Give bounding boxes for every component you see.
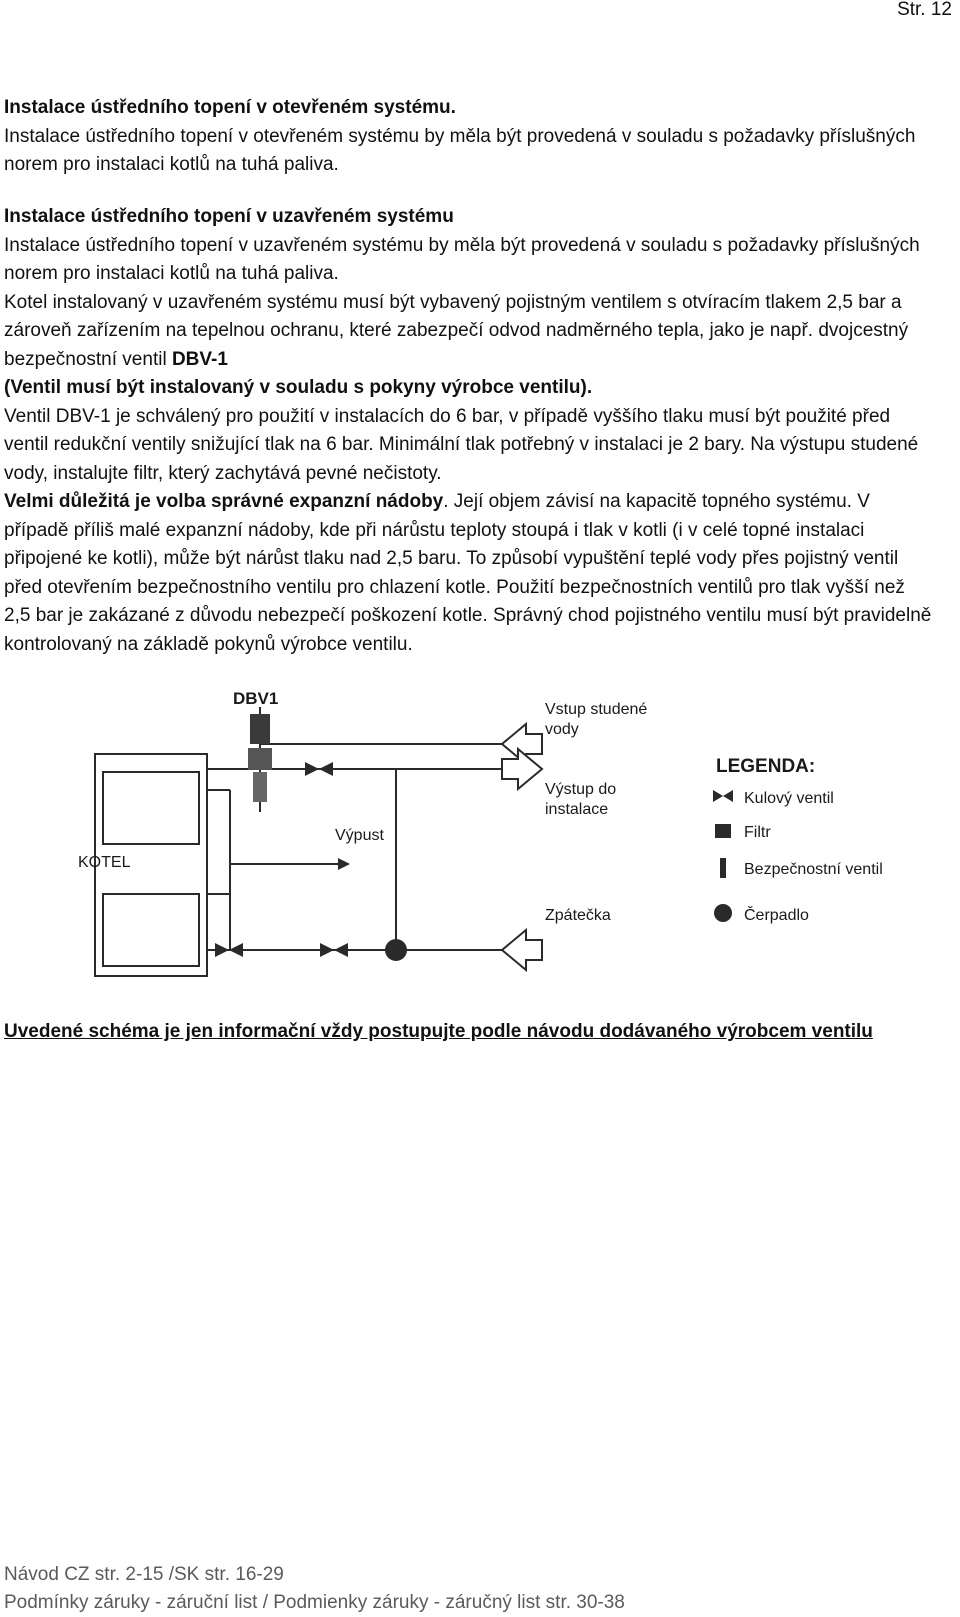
page-number: Str. 12 [897,0,952,20]
ball-valve-icon [305,762,319,776]
section-text: Instalace ústředního topení v otevřeném systému by měla být provedená v souladu s požadavky příslušných norem pro instalaci kotlů na tuhá paliva. [4,125,916,175]
section-text: Instalace ústředního topení v uzavřeném systému by měla být provedená v souladu s požadavky příslušných norem pro instalaci kotlů na tuhá paliva. [4,234,920,284]
diagram-disclaimer: Uvedené schéma je jen informační vždy postupujte podle návodu dodávaného výrobcem ventilu [4,1021,873,1042]
outlet-label: instalace [545,801,609,818]
legend-filter: Filtr [744,824,771,841]
legend-pump: Čerpadlo [744,907,809,924]
outlet-label: Výstup do [545,781,617,798]
section-title: Instalace ústředního topení v otevřeném systému. [4,97,456,118]
footer-line: Podmínky záruky - záruční list / Podmienky záruky - záručný list str. 30-38 [4,1592,625,1613]
section-title: Instalace ústředního topení v uzavřeném systému [4,206,454,227]
paragraph-requirements [4,289,934,375]
valve-model: DBV-1 [171,348,228,370]
emphasis-text: Velmi důležitá je volba správné expanzní nádoby [4,491,444,512]
drain-label: Výpust [335,827,384,844]
legend-safety-valve: Bezpečnostní ventil [744,861,883,878]
filter-icon [715,824,731,838]
paragraph-text: Kotel instalovaný v uzavřeném systému musí být vybavený pojistným ventilem s otvíracím tlakem 2,5 bar a zároveň zařízením na tepelnou ochranu, které zabezpečí odvod nadměrného tepla, jako je např. dvojcestný bezpečnostní ventil [4,291,909,370]
boiler-label: KOTEL [78,854,131,871]
dbv-valve-icon [248,714,272,802]
ball-valve-icon [320,943,334,957]
paragraph-pressure: Ventil DBV-1 je schválený pro použití v instalacích do 6 bar, v případě vyššího tlaku musí být použité před ventil redukční ventily snižující tlak na 6 bar. Minimální tlak potřebný v instalaci je 2 bary. Na výstupu studené vody, instalujte filtr, který zachytává pevné nečistoty. [4,405,919,484]
return-arrow [502,930,542,970]
legend-ball-valve: Kulový ventil [744,790,834,807]
dbv-label: DBV1 [233,689,279,708]
section-open-system [4,94,934,180]
section-closed-system [4,203,934,659]
footer-line: Návod CZ str. 2-15 /SK str. 16-29 [4,1564,284,1585]
paragraph-expansion-vessel [4,488,934,659]
ball-valve-icon [713,790,723,802]
pump-icon [714,904,732,922]
installation-diagram [78,662,940,984]
valve-note: (Ventil musí být instalovaný v souladu s pokyny výrobce ventilu). [4,377,593,398]
legend-title: LEGENDA: [716,756,816,777]
inlet-label: Vstup studené [545,701,648,718]
pump-icon [385,939,407,961]
return-label: Zpátečka [545,907,611,924]
inlet-label: vody [545,721,579,738]
paragraph-text: . Její objem závisí na kapacitě topného systému. V případě příliš malé expanzní nádoby, kde při nárůstu teploty stoupá i tlak v kotli (i v celé topné instalaci připojené ke kotli), může být nárůst tlaku nad 2,5 baru. To způsobí vypuštění teplé vody přes pojistný ventil před otevřením bezpečnostního ventilu pro chlazení kotle. Použití bezpečnostních ventilů pro tlak vyšší než 2,5 bar je zakázané z důvodu nebezpečí poškození kotle. Správný chod pojistného ventilu musí být pravidelně kontrolovaný na základě pokynů výrobce ventilu. [4,491,932,655]
safety-valve-icon [720,858,726,878]
ball-valve-icon [215,943,229,957]
footer [4,1561,625,1617]
